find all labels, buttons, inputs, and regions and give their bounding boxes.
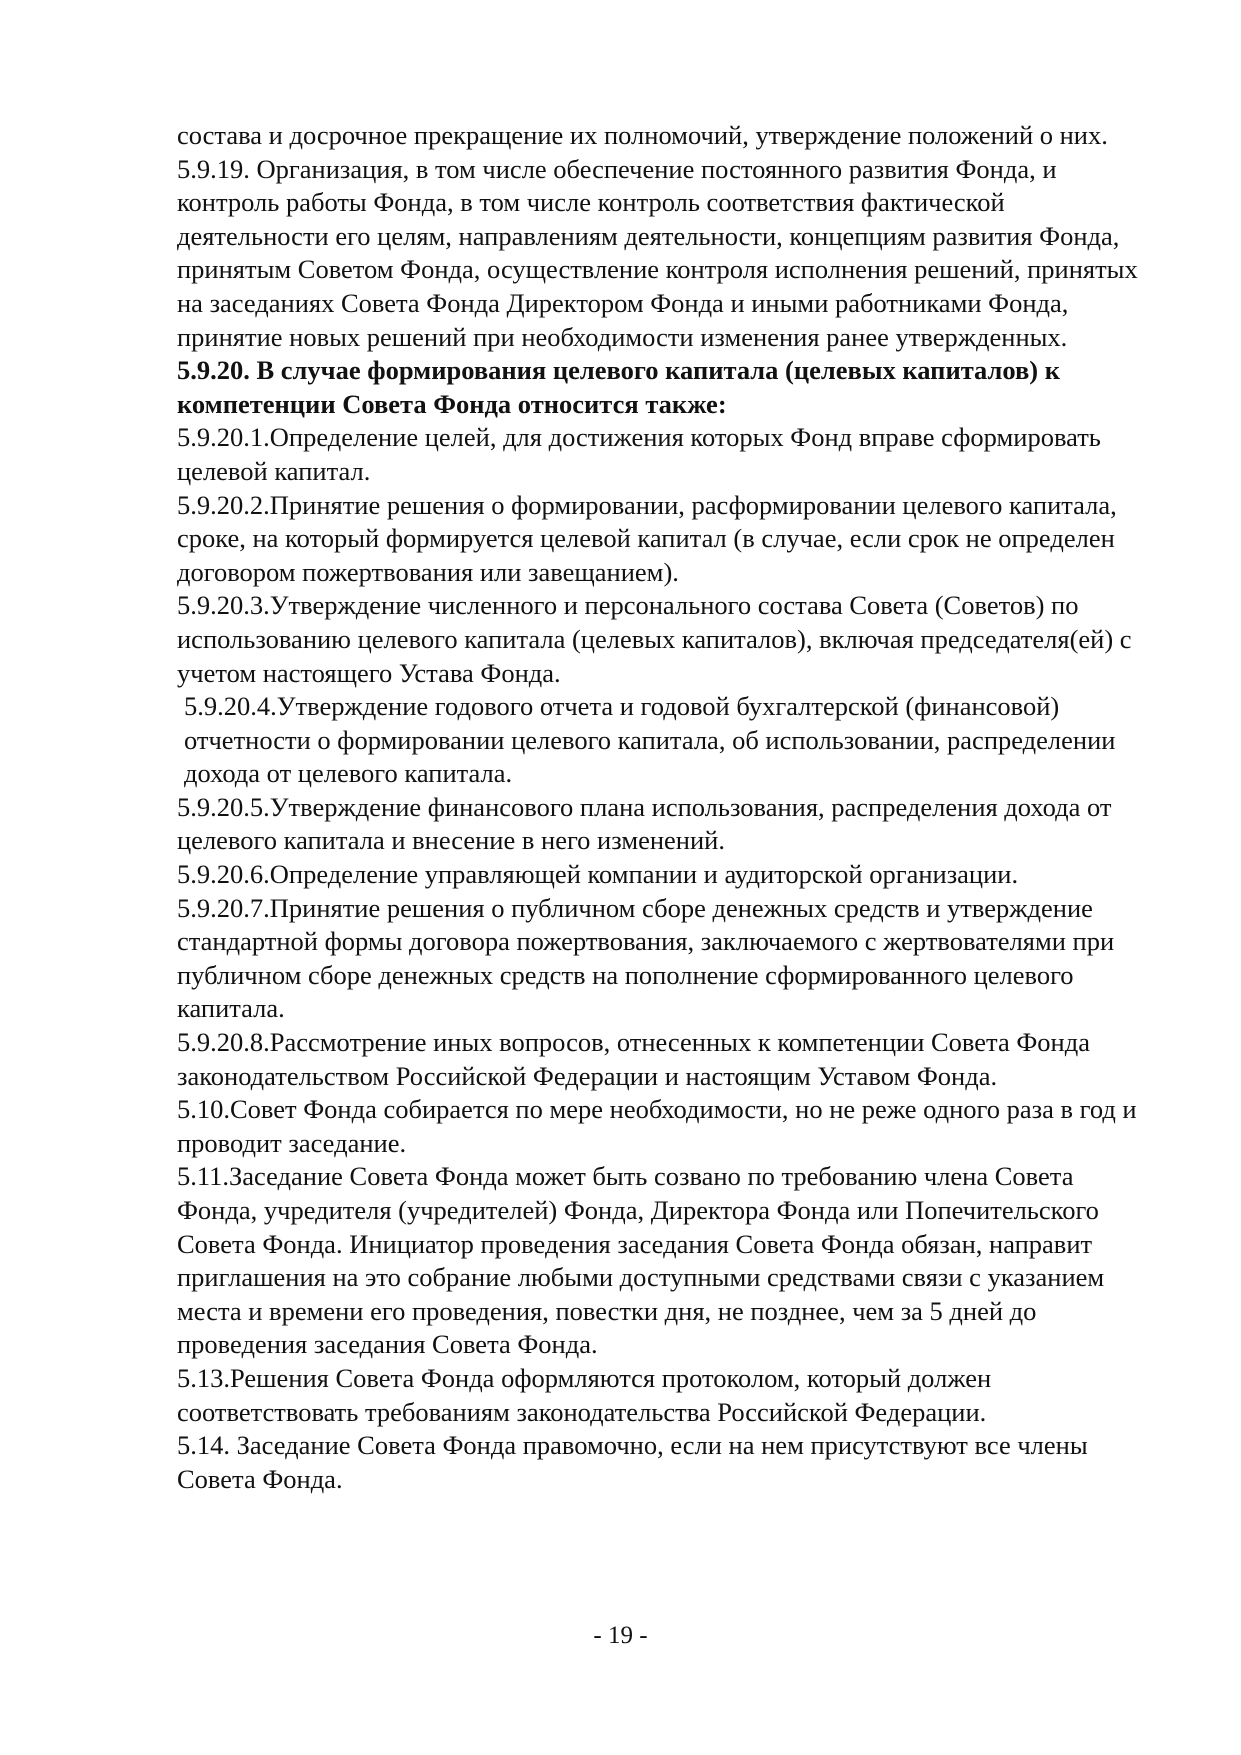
paragraph-5-9-20-5: 5.9.20.5.Утверждение финансового плана использования, распределения дохода от целевого капитала и внесение в него изменений. [177, 791, 1112, 856]
paragraph-5-14: 5.14. Заседание Совета Фонда правомочно, если на нем присутствуют все члены Совета Фонда. [177, 1430, 1088, 1494]
paragraph-continuation: состава и досрочное прекращение их полномочий, утверждение положений о них. [177, 120, 1108, 150]
paragraph-5-9-20-7: 5.9.20.7.Принятие решения о публичном сборе денежных средств и утверждение стандартной формы договора пожертвования, заключаемого с жертвователями при публичном сборе денежных средств на пополнение сформированного целевого капитала. [177, 892, 1115, 1024]
paragraph-5-10: 5.10.Совет Фонда собирается по мере необходимости, но не реже одного раза в год и проводит заседание. [177, 1094, 1137, 1158]
paragraph-5-9-20-1: 5.9.20.1.Определение целей, для достижения которых Фонд вправе сформировать целевой капитал. [177, 422, 1101, 486]
paragraph-5-9-19: 5.9.19. Организация, в том числе обеспечение постоянного развития Фонда, и контроль работы Фонда, в том числе контроль соответствия фактической деятельности его целям, направлениям деятельности, концепциям развития Фонда, принятым Советом Фонда, осуществление контроля исполнения решений, принятых на заседаниях Совета Фонда Директором Фонда и иными работниками Фонда, принятие новых решений при необходимости изменения ранее утвержденных. [177, 153, 1138, 352]
paragraph-5-9-20-2: 5.9.20.2.Принятие решения о формировании, расформировании целевого капитала, сроке, на который формируется целевой капитал (в случае, если срок не определен договором пожертвования или завещанием). [177, 489, 1117, 587]
paragraph-5-9-20-heading: 5.9.20. В случае формирования целевого капитала (целевых капиталов) к компетенции Совета Фонда относится также: [177, 355, 1061, 419]
paragraph-5-9-20-6: 5.9.20.6.Определение управляющей компании и аудиторской организации. [177, 859, 1019, 890]
paragraph-5-9-20-8: 5.9.20.8.Рассмотрение иных вопросов, отнесенных к компетенции Совета Фонда законодательством Российской Федерации и настоящим Уставом Фонда. [177, 1027, 1090, 1091]
document-body [177, 119, 1157, 1496]
page-number: - 19 - [593, 1622, 648, 1649]
paragraph-5-13: 5.13.Решения Совета Фонда оформляются протоколом, который должен соответствовать требованиям законодательства Российской Федерации. [177, 1362, 992, 1427]
paragraph-5-9-20-3: 5.9.20.3.Утверждение численного и персонального состава Совета (Советов) по использованию целевого капитала (целевых капиталов), включая председателя(ей) с учетом настоящего Устава Фонда. [177, 590, 1132, 688]
paragraph-5-11: 5.11.Заседание Совета Фонда может быть созвано по требованию члена Совета Фонда, учредителя (учредителей) Фонда, Директора Фонда или Попечительского Совета Фонда. Инициатор проведения заседания Совета Фонда обязан, направит приглашения на это собрание любыми доступными средствами связи с указанием места и времени его проведения, повестки дня, не позднее, чем за 5 дней до проведения заседания Совета Фонда. [177, 1161, 1105, 1360]
paragraph-5-9-20-4: 5.9.20.4.Утверждение годового отчета и годовой бухгалтерской (финансовой) отчетности о формировании целевого капитала, об использовании, распределении дохода от целевого капитала. [184, 691, 1116, 789]
